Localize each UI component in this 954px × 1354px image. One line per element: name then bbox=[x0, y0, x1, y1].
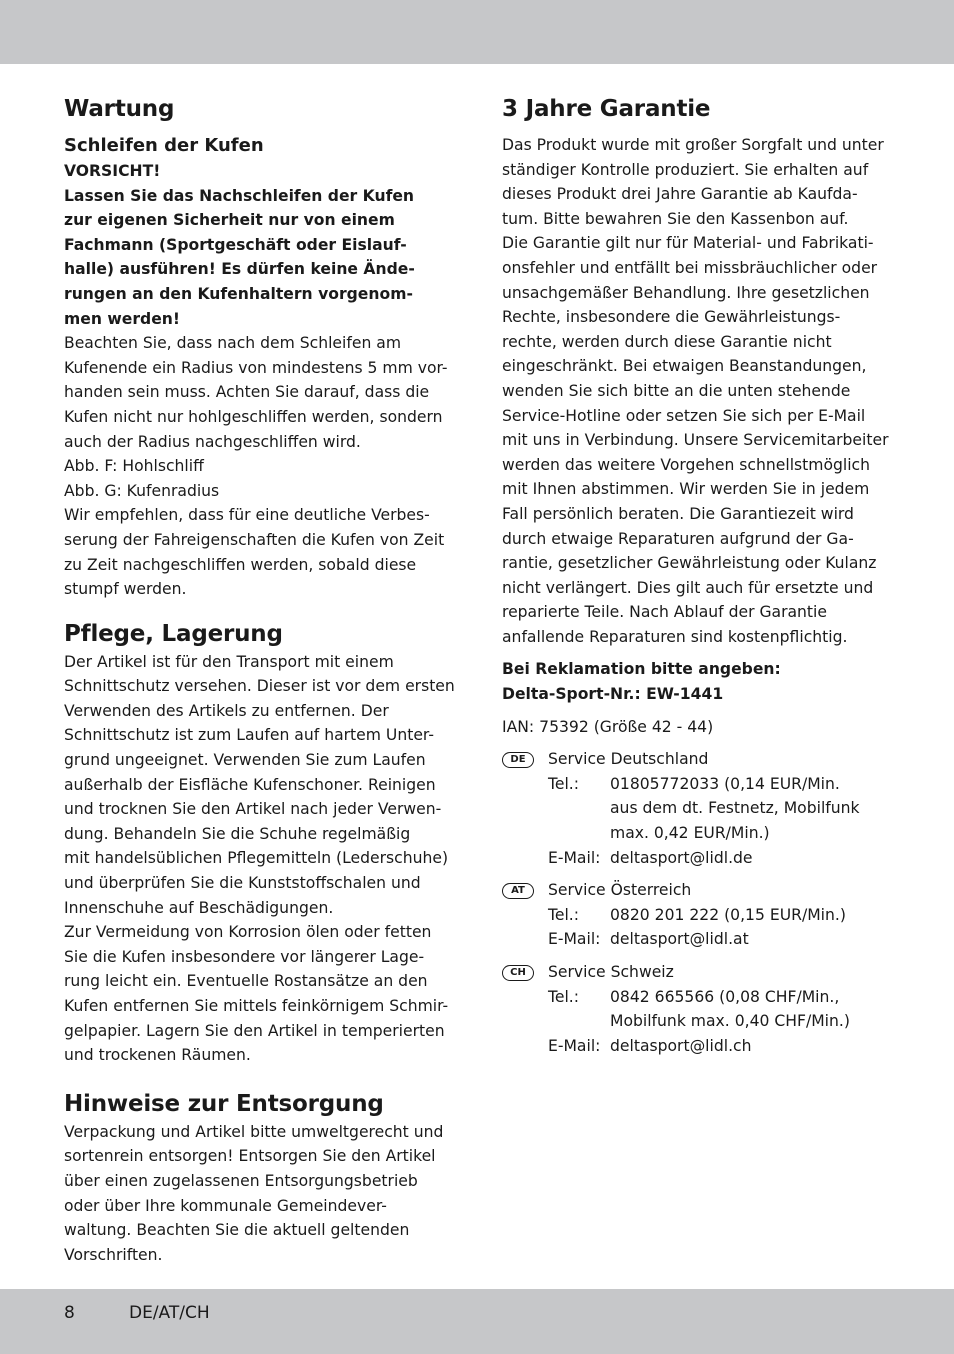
warning-text bbox=[64, 184, 456, 332]
wartung-body bbox=[64, 331, 456, 602]
tel-value bbox=[610, 772, 894, 846]
text-line: dieses Produkt drei Jahre Garantie ab Kaufda- bbox=[502, 185, 858, 204]
text-line: rantie, gesetzlicher Gewährleistung oder Kulanz bbox=[502, 554, 877, 573]
text-line: Innenschuhe auf Beschädigungen. bbox=[64, 898, 334, 917]
email-row bbox=[548, 1034, 894, 1059]
text-line: Die Garantie gilt nur für Material- und Fabrikati- bbox=[502, 234, 874, 253]
de-flag-icon: DE bbox=[502, 752, 534, 768]
tel-value bbox=[610, 903, 894, 928]
tel-row bbox=[548, 772, 894, 846]
text-line: Schnittschutz versehen. Dieser ist vor dem ersten bbox=[64, 677, 455, 696]
text-line: Kufen entfernen Sie mittels feinkörnigem Schmir- bbox=[64, 997, 449, 1015]
text-line: Kufen nicht nur hohlgeschliffen werden, sondern bbox=[64, 407, 443, 426]
email-link[interactable]: deltasport@lidl.de bbox=[610, 848, 753, 867]
at-flag-icon: AT bbox=[502, 883, 534, 899]
text-line: zu Zeit nachgeschliffen werden, sobald diese bbox=[64, 555, 417, 574]
text-line: Wir empfehlen, dass für eine deutliche Verbes- bbox=[64, 506, 430, 525]
text-line: serung der Fahreigenschaften die Kufen von Zeit bbox=[64, 530, 445, 549]
text-line: Zur Vermeidung von Korrosion ölen oder fetten bbox=[64, 923, 432, 942]
text-line: Sie die Kufen insbesondere vor längerer Lage- bbox=[64, 947, 425, 966]
delta-sport-number: Delta-Sport-Nr.: EW-1441 bbox=[502, 685, 724, 704]
text-line: waltung. Beachten Sie die aktuell geltenden bbox=[64, 1221, 410, 1240]
text-line: Lassen Sie das Nachschleifen der Kufen bbox=[64, 186, 415, 205]
tel-label: Tel.: bbox=[548, 905, 580, 924]
tel-line: 0842 665566 (0,08 CHF/Min., bbox=[610, 987, 840, 1006]
text-line: stumpf werden. bbox=[64, 580, 187, 599]
service-at bbox=[502, 878, 894, 952]
section-heading-garantie: 3 Jahre Garantie bbox=[502, 96, 711, 122]
text-line: und trockenen Räumen. bbox=[64, 1046, 251, 1065]
text-line: dung. Behandeln Sie die Schuhe regelmäßig bbox=[64, 824, 411, 843]
text-line: men werden! bbox=[64, 309, 180, 328]
service-de bbox=[502, 747, 894, 870]
text-line: nicht verlängert. Dies gilt auch für ersetzte und bbox=[502, 578, 874, 597]
email-link[interactable]: deltasport@lidl.at bbox=[610, 930, 749, 949]
text-line: unsachgemäßer Behandlung. Ihre gesetzlichen bbox=[502, 283, 870, 302]
ch-flag-icon: CH bbox=[502, 965, 534, 981]
tel-label: Tel.: bbox=[548, 987, 580, 1006]
text-line: rechte, werden durch diese Garantie nicht bbox=[502, 332, 832, 351]
right-column bbox=[502, 93, 894, 1058]
text-line: auch der Radius nachgeschliffen wird. bbox=[64, 432, 361, 451]
left-column bbox=[64, 93, 456, 1267]
warning-title: VORSICHT! bbox=[64, 162, 161, 180]
text-line: wenden Sie sich bitte an die unten stehende bbox=[502, 381, 851, 400]
header-bar bbox=[0, 0, 954, 64]
text-line: Rechte, insbesondere die Gewährleistungs- bbox=[502, 308, 841, 327]
text-line: tum. Bitte bewahren Sie den Kassenbon auf. bbox=[502, 209, 849, 228]
text-line: reparierte Teile. Nach Ablauf der Garantie bbox=[502, 603, 827, 622]
text-line: Verwenden des Artikels zu entfernen. Der bbox=[64, 701, 389, 720]
text-line: Schnittschutz ist zum Laufen auf hartem Unter- bbox=[64, 726, 434, 745]
section-heading-pflege: Pflege, Lagerung bbox=[64, 620, 283, 647]
text-line: Vorschriften. bbox=[64, 1245, 163, 1264]
section-heading-entsorgung: Hinweise zur Entsorgung bbox=[64, 1090, 384, 1117]
text-line: über einen zugelassenen Entsorgungsbetrieb bbox=[64, 1171, 418, 1190]
text-line: Abb. F: Hohlschliff bbox=[64, 457, 204, 476]
text-line: gelpapier. Lagern Sie den Artikel in temperierten bbox=[64, 1021, 445, 1040]
language-code: DE/AT/CH bbox=[129, 1303, 210, 1323]
text-line: und überprüfen Sie die Kunststoffschalen und bbox=[64, 874, 421, 893]
pflege-body bbox=[64, 650, 456, 1068]
text-line: mit uns in Verbindung. Unsere Servicemitarbeiter bbox=[502, 431, 889, 450]
text-line: Kufenende ein Radius von mindestens 5 mm vor- bbox=[64, 358, 448, 377]
text-line: grund ungeeignet. Verwenden Sie zum Laufen bbox=[64, 751, 426, 770]
text-line: außerhalb der Eisfläche Kufenschoner. Reinigen bbox=[64, 775, 436, 794]
text-line: Abb. G: Kufenradius bbox=[64, 481, 220, 500]
service-title: Service Schweiz bbox=[548, 963, 674, 981]
text-line: onsfehler und entfällt bei missbräuchlicher oder bbox=[502, 258, 878, 277]
text-line: sortenrein entsorgen! Entsorgen Sie den Artikel bbox=[64, 1147, 436, 1166]
text-line: rungen an den Kufenhaltern vorgenom- bbox=[64, 284, 413, 303]
text-line: halle) ausführen! Es dürfen keine Ände- bbox=[64, 260, 415, 279]
text-line: durch etwaige Reparaturen aufgrund der Ga- bbox=[502, 529, 854, 548]
tel-line: aus dem dt. Festnetz, Mobilfunk bbox=[610, 799, 860, 818]
service-title: Service Deutschland bbox=[548, 750, 709, 769]
email-label: E-Mail: bbox=[548, 848, 601, 867]
reklamation-label: Bei Reklamation bitte angeben: bbox=[502, 660, 781, 679]
text-line: eingeschränkt. Bei etwaigen Beanstandungen, bbox=[502, 357, 867, 376]
service-ch bbox=[502, 960, 894, 1058]
ian-number: IAN: 75392 (Größe 42 - 44) bbox=[502, 717, 714, 736]
text-line: Beachten Sie, dass nach dem Schleifen am bbox=[64, 334, 402, 353]
text-line: oder über Ihre kommunale Gemeindever- bbox=[64, 1196, 387, 1215]
text-line: mit Ihnen abstimmen. Wir werden Sie in jedem bbox=[502, 480, 870, 499]
garantie-body bbox=[502, 133, 894, 649]
text-line: Service-Hotline oder setzen Sie sich per E-Mail bbox=[502, 406, 866, 425]
subheading-schleifen: Schleifen der Kufen bbox=[64, 135, 264, 156]
tel-line: 0820 201 222 (0,15 EUR/Min.) bbox=[610, 905, 846, 924]
text-line: ständiger Kontrolle produziert. Sie erhalten auf bbox=[502, 160, 869, 179]
text-line: mit handelsüblichen Pflegemitteln (Lederschuhe) bbox=[64, 849, 449, 868]
text-line: Der Artikel ist für den Transport mit einem bbox=[64, 652, 394, 671]
tel-label: Tel.: bbox=[548, 774, 580, 793]
service-title: Service Österreich bbox=[548, 881, 692, 900]
text-line: werden das weitere Vorgehen schnellstmöglich bbox=[502, 455, 871, 474]
text-line: Verpackung und Artikel bitte umweltgerecht und bbox=[64, 1122, 444, 1141]
page-number: 8 bbox=[64, 1303, 75, 1323]
text-line: Das Produkt wurde mit großer Sorgfalt und unter bbox=[502, 136, 884, 154]
section-heading-wartung: Wartung bbox=[64, 96, 175, 122]
tel-row bbox=[548, 903, 894, 928]
entsorgung-body bbox=[64, 1120, 456, 1268]
text-line: und trocknen Sie den Artikel nach jeder Verwen- bbox=[64, 800, 442, 819]
email-label: E-Mail: bbox=[548, 930, 601, 949]
tel-line: Mobilfunk max. 0,40 CHF/Min.) bbox=[610, 1012, 850, 1031]
tel-line: 01805772033 (0,14 EUR/Min. bbox=[610, 774, 840, 793]
text-line: anfallende Reparaturen sind kostenpflichtig. bbox=[502, 627, 848, 646]
tel-value bbox=[610, 985, 894, 1034]
text-line: Fachmann (Sportgeschäft oder Eislauf- bbox=[64, 235, 407, 254]
tel-line: max. 0,42 EUR/Min.) bbox=[610, 824, 770, 843]
text-line: Fall persönlich beraten. Die Garantiezeit wird bbox=[502, 504, 854, 523]
tel-row bbox=[548, 985, 894, 1034]
text-line: rung leicht ein. Eventuelle Rostansätze an den bbox=[64, 972, 428, 991]
email-row bbox=[548, 846, 894, 871]
text-line: handen sein muss. Achten Sie darauf, dass die bbox=[64, 383, 430, 402]
text-line: zur eigenen Sicherheit nur von einem bbox=[64, 211, 395, 230]
email-row bbox=[548, 927, 894, 952]
email-link[interactable]: deltasport@lidl.ch bbox=[610, 1036, 752, 1055]
email-label: E-Mail: bbox=[548, 1036, 601, 1055]
